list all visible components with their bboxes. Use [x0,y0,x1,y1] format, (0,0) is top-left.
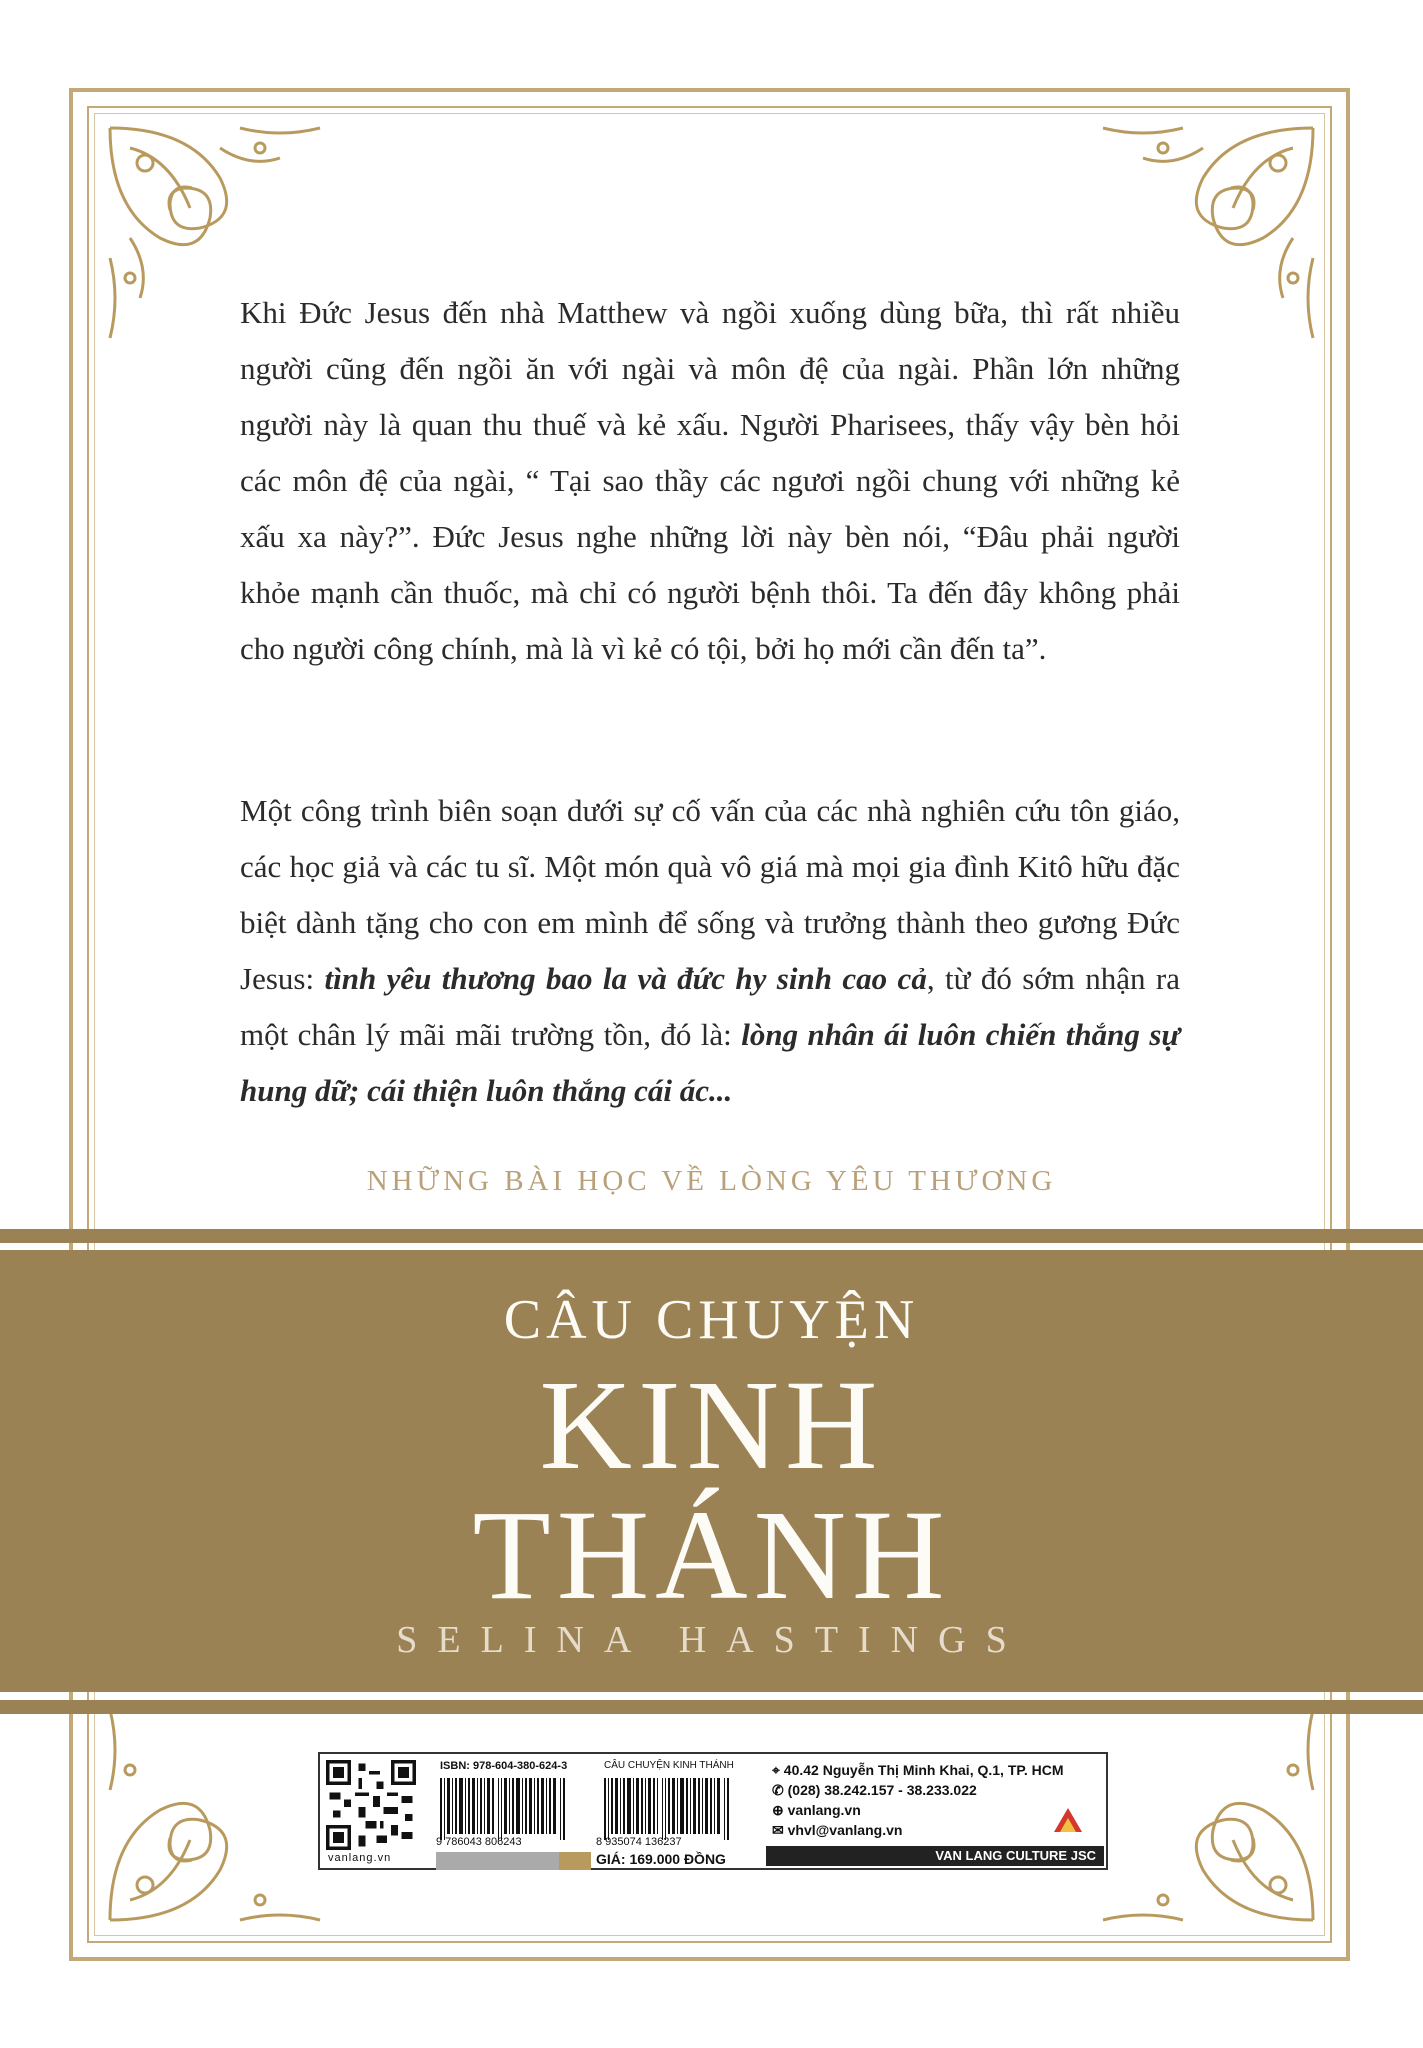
contact-block [772,1760,1064,1840]
title-band [0,1250,1423,1692]
blurb-emphasis-2: lòng nhân ái luôn chiến thắng sự hung dữ; cái thiện luôn thắng cái ác... [240,1017,1180,1108]
qr-code [326,1760,416,1850]
info-strip [318,1752,1108,1870]
globe-icon: ⊕ [772,1802,788,1818]
gold-bar [559,1852,591,1870]
website-line [772,1800,1064,1820]
publisher-name: VAN LANG CULTURE JSC [766,1846,1104,1866]
phone-line [772,1780,1064,1800]
isbn-label: ISBN: 978-604-380-624-3 [440,1760,568,1772]
corner-ornament-bottom-right [1093,1700,1323,1930]
website-text: vanlang.vn [787,1802,861,1818]
band-rule-bottom [0,1700,1423,1714]
isbn-barcode [440,1778,566,1840]
address-text: 40.42 Nguyễn Thị Minh Khai, Q.1, TP. HCM [783,1762,1064,1778]
product-barcode [604,1778,730,1840]
product-barcode-number: 8 935074 136237 [596,1836,682,1848]
blurb-paragraph-2 [240,783,1180,1119]
location-pin-icon: ⌖ [772,1762,784,1778]
blurb-paragraph-1: Khi Đức Jesus đến nhà Matthew và ngồi xuống dùng bữa, thì rất nhiều người cũng đến ngồi ăn với ngài và môn đệ của ngài. Phần lớn những người này là quan thu thuế và kẻ xấu. Người Pharisees, thấy vậy bèn hỏi các môn đệ của ngài, “ Tại sao thầy các ngươi ngồi chung với những kẻ xấu xa này?”. Đức Jesus nghe những lời này bèn nói, “Đâu phải người khỏe mạnh cần thuốc, mà chỉ có người bệnh thôi. Ta đến đây không phải cho người công chính, mà là vì kẻ có tội, bởi họ mới cần đến ta”. [240,295,1180,666]
phone-icon: ✆ [772,1782,788,1798]
corner-ornament-bottom-left [100,1700,330,1930]
title-line-3: THÁNH [472,1484,951,1626]
address-line [772,1760,1064,1780]
series-subtitle: NHỮNG BÀI HỌC VỀ LÒNG YÊU THƯƠNG [366,1165,1057,1197]
phone-text: (028) 38.242.157 - 38.233.022 [787,1782,977,1798]
mail-icon: ✉ [772,1822,788,1838]
blurb-text-part2: , từ đó sớm nhận ra một chân lý mãi mãi trường tồn, đó là: [240,961,1180,1052]
publisher-logo-icon [1050,1802,1086,1838]
title-line-1: CÂU CHUYỆN [503,1289,920,1351]
email-text: vhvl@vanlang.vn [787,1822,903,1838]
email-line [772,1820,1064,1840]
isbn-barcode-number: 9 786043 806243 [436,1836,522,1848]
price-label: GIÁ: 169.000 ĐỒNG [596,1851,726,1867]
barcode-title-label: CÂU CHUYỆN KINH THÁNH [604,1760,734,1771]
blurb-text-part1: Một công trình biên soạn dưới sự cố vấn của các nhà nghiên cứu tôn giáo, các học giả và các tu sĩ. Một món quà vô giá mà mọi gia đình Kitô hữu đặc biệt dành tặng cho con em mình để sống và trưởng thành theo gương Đức Jesus: [240,793,1180,996]
author-name: SELINA HASTINGS [396,1619,1027,1661]
title-line-2: KINH [539,1354,884,1496]
blurb-emphasis-1: tình yêu thương bao la và đức hy sinh cao cả [324,961,927,996]
qr-caption: vanlang.vn [328,1852,392,1864]
grey-bar [436,1852,559,1870]
band-rule-top [0,1229,1423,1243]
